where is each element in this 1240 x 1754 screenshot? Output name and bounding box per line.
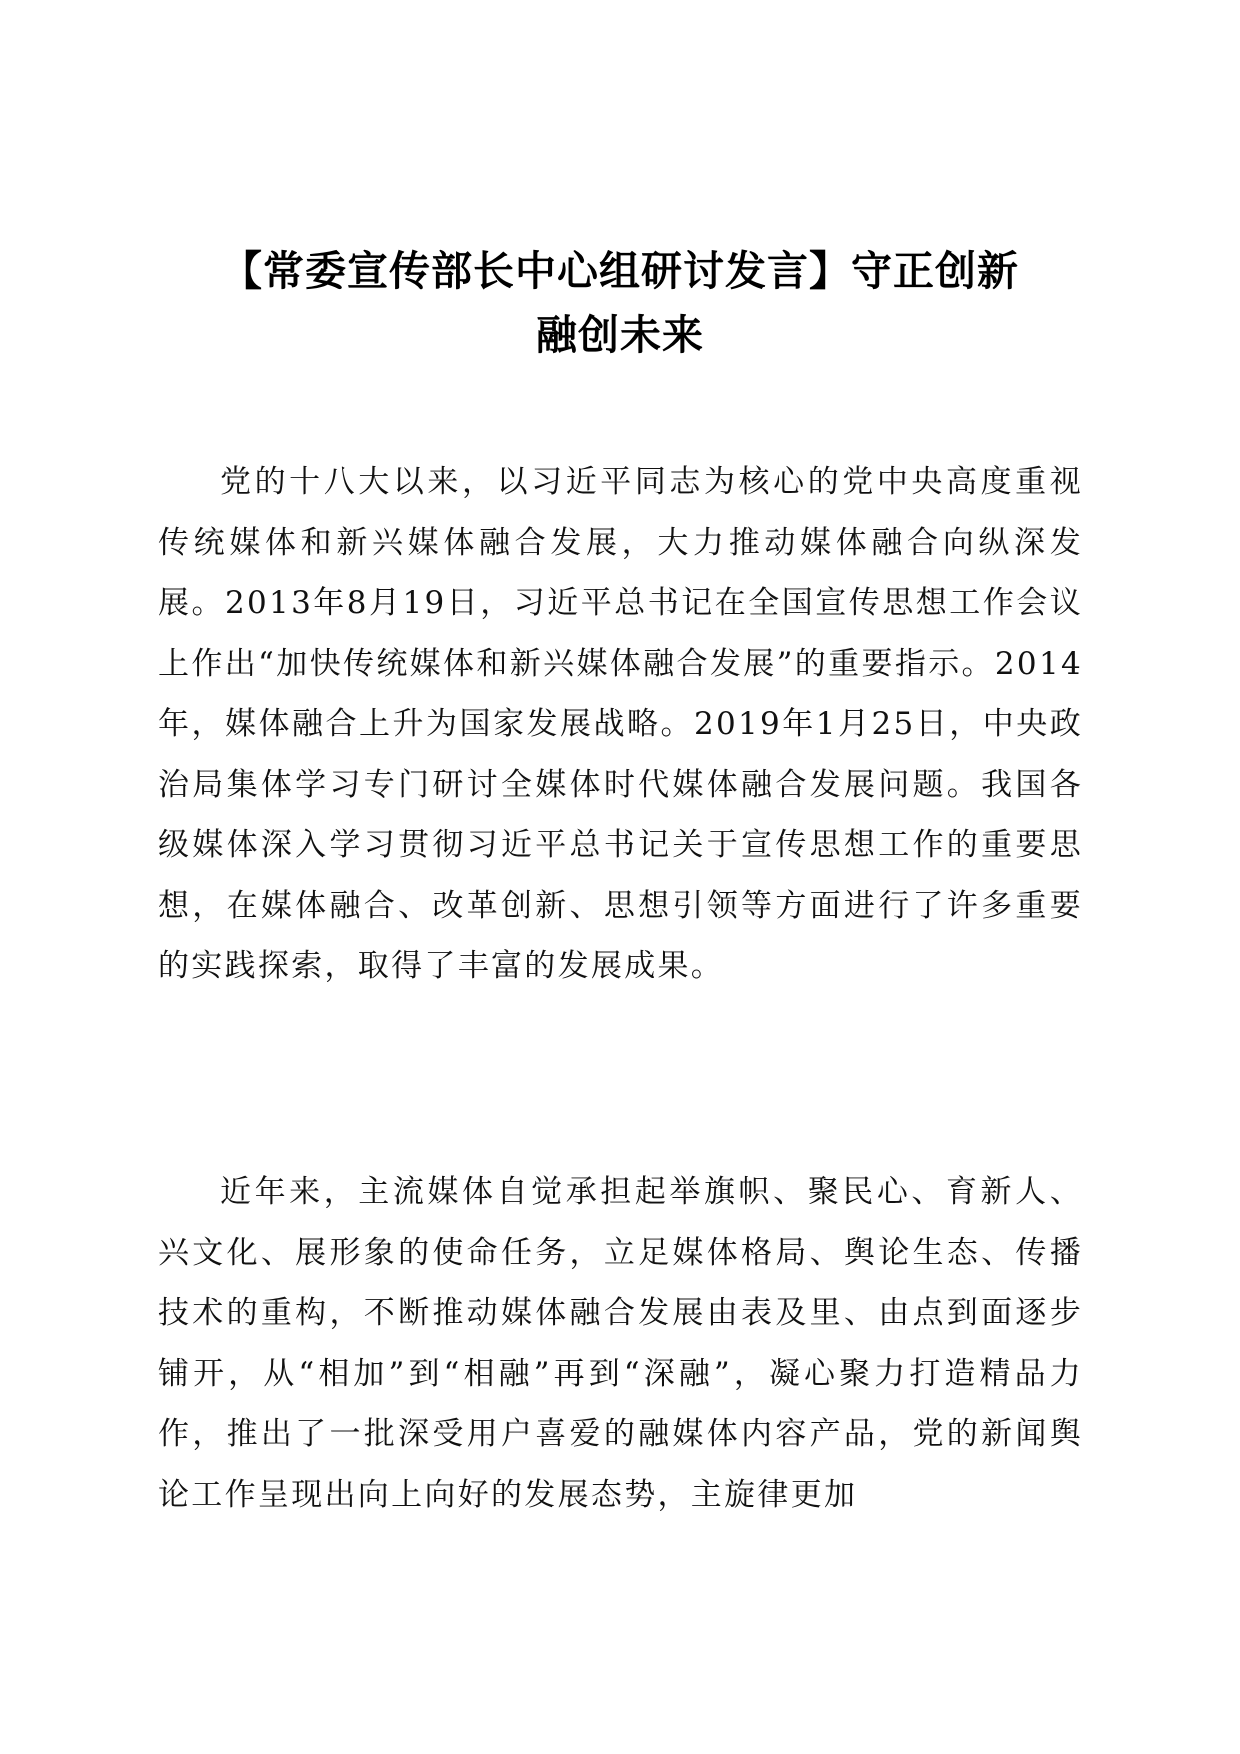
body-paragraph-1: 党的十八大以来，以习近平同志为核心的党中央高度重视传统媒体和新兴媒体融合发展，大力推动媒体融合向纵深发展。2013年8月19日，习近平总书记在全国宣传思想工作会议上作出“加快传统媒体和新兴媒体融合发展”的重要指示。2014年，媒体融合上升为国家发展战略。2019年1月25日，中央政治局集体学习专门研讨全媒体时代媒体融合发展问题。我国各级媒体深入学习贯彻习近平总书记关于宣传思想工作的重要思想，在媒体融合、改革创新、思想引领等方面进行了许多重要的实践探索，取得了丰富的发展成果。 (158, 464, 1083, 984)
body-paragraph-2: 近年来，主流媒体自觉承担起举旗帜、聚民心、育新人、兴文化、展形象的使命任务，立足媒体格局、舆论生态、传播技术的重构，不断推动媒体融合发展由表及里、由点到面逐步铺开，从“相加”到“相融”再到“深融”，凝心聚力打造精品力作，推出了一批深受用户喜爱的融媒体内容产品，党的新闻舆论工作呈现出向上向好的发展态势，主旋律更加 (158, 1174, 1083, 1513)
title-line-2: 融创未来 (536, 311, 704, 360)
document-title (150, 239, 1090, 367)
title-line-1: 【常委宣传部长中心组研讨发言】守正创新 (221, 247, 1019, 296)
